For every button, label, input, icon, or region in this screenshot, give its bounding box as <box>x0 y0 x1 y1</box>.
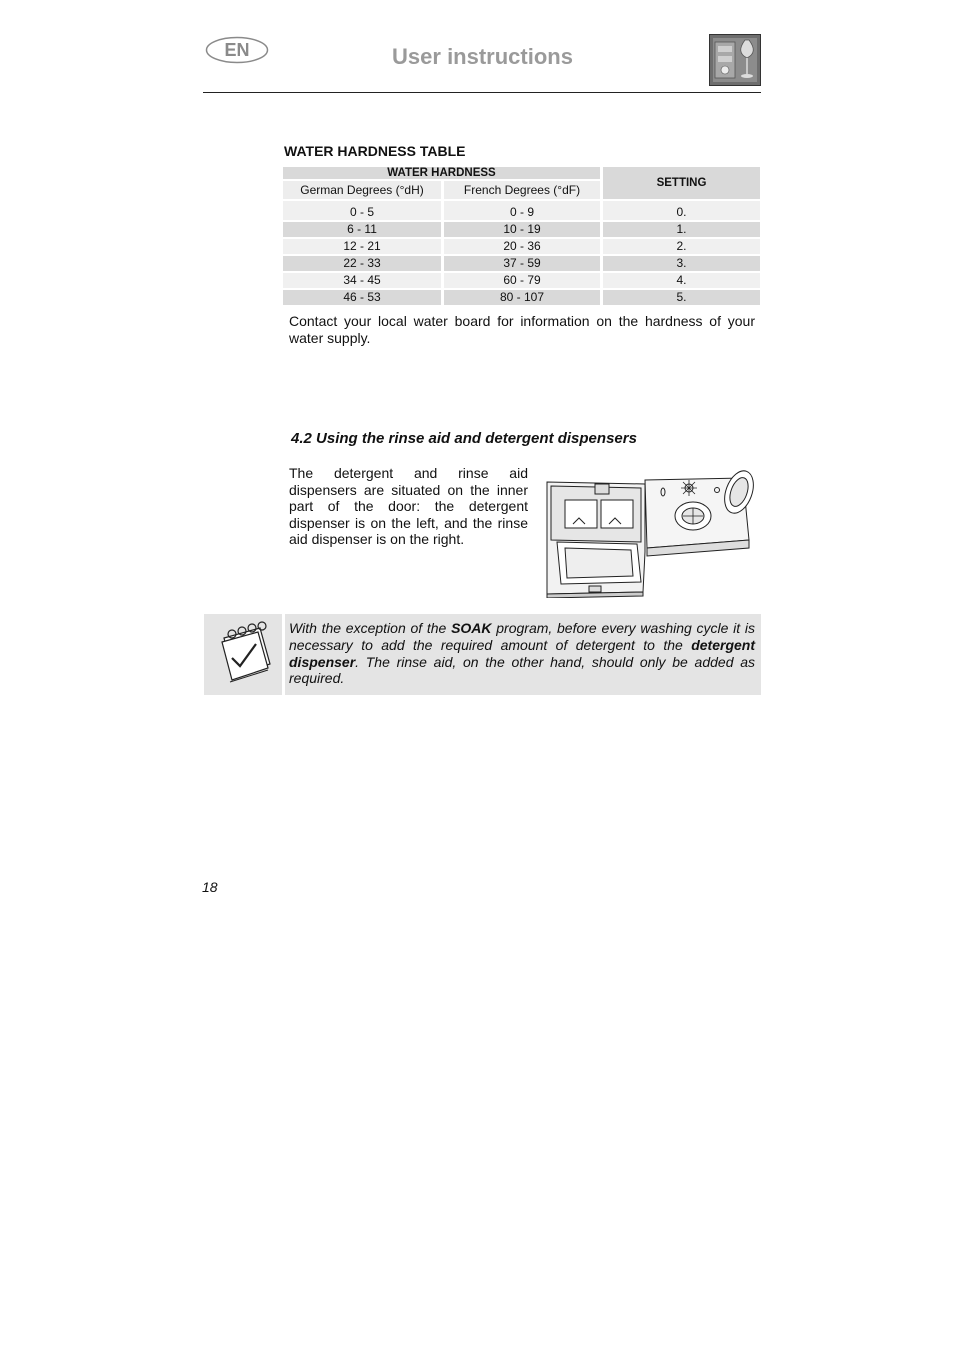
table-cell: 0. <box>603 201 760 220</box>
notepad-check-icon <box>204 614 282 695</box>
page-title: User instructions <box>392 44 573 69</box>
table-cell: 1. <box>603 222 760 237</box>
table-cell: 20 - 36 <box>444 239 600 254</box>
header-divider <box>203 92 761 93</box>
language-badge <box>205 36 269 64</box>
column-header-german: German Degrees (°dH) <box>283 181 441 199</box>
table-cell: 34 - 45 <box>283 273 441 288</box>
table-cell: 0 - 9 <box>444 201 600 220</box>
group-header: WATER HARDNESS <box>283 167 600 179</box>
column-header-french: French Degrees (°dF) <box>444 181 600 199</box>
note-icon-panel <box>204 614 282 695</box>
table-cell: 5. <box>603 290 760 305</box>
column-header-setting: SETTING <box>603 167 760 199</box>
dispenser-description: The detergent and rinse aid dispensers are situated on the inner part of the door: the detergent dispenser is on the left, and the rinse aid dispenser is on the right. <box>289 465 528 547</box>
table-cell: 60 - 79 <box>444 273 600 288</box>
note-text: With the exception of the SOAK program, before every washing cycle it is necessary to add the required amount of detergent to the detergent dispenser. The rinse aid, on the other hand, should only be added as required. <box>289 620 755 687</box>
table-row <box>283 256 760 271</box>
table-cell: 3. <box>603 256 760 271</box>
table-cell: 46 - 53 <box>283 290 441 305</box>
page-number: 18 <box>202 879 218 895</box>
table-cell: 12 - 21 <box>283 239 441 254</box>
table-cell: 0 - 5 <box>283 201 441 220</box>
table-cell: 80 - 107 <box>444 290 600 305</box>
table-row <box>283 273 760 288</box>
table-cell: 37 - 59 <box>444 256 600 271</box>
table-row <box>283 222 760 237</box>
table-cell: 6 - 11 <box>283 222 441 237</box>
table-row <box>283 201 760 220</box>
table-row <box>283 239 760 254</box>
section-heading: 4.2 Using the rinse aid and detergent dispensers <box>291 430 637 447</box>
table-cell: 22 - 33 <box>283 256 441 271</box>
dishwasher-thumbnail-icon <box>709 34 761 86</box>
dispenser-illustration <box>543 462 758 598</box>
table-cell: 10 - 19 <box>444 222 600 237</box>
water-hardness-table <box>280 165 763 307</box>
table-cell: 4. <box>603 273 760 288</box>
table-heading: WATER HARDNESS TABLE <box>284 143 466 159</box>
contact-water-board-text: Contact your local water board for information on the hardness of your water supply. <box>289 313 755 346</box>
table-row <box>283 290 760 305</box>
language-code: EN <box>224 40 250 60</box>
table-cell: 2. <box>603 239 760 254</box>
